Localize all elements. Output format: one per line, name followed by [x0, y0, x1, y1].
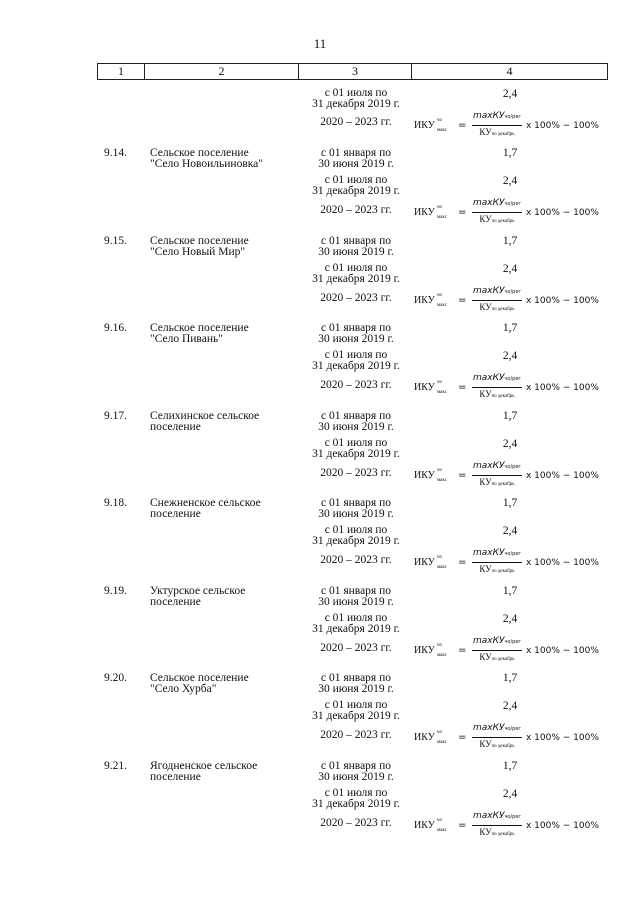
period-jul-line: с 01 июля по	[324, 174, 388, 186]
formula-denominator: КУчо декабрь	[479, 127, 515, 137]
formula	[414, 111, 614, 143]
period-2020: 2020 – 2023 гг.	[320, 729, 392, 741]
formula-lhs: ИКУ чо макс	[414, 468, 447, 483]
formula-numerator: maxКУчо/рег	[472, 373, 522, 383]
formula-numerator: maxКУчо/рег	[472, 198, 522, 208]
period-2020: 2020 – 2023 гг.	[320, 817, 392, 829]
period-2020: 2020 – 2023 гг.	[320, 116, 392, 128]
formula	[414, 723, 614, 755]
period-jul-line: с 01 июля по	[324, 612, 388, 624]
section-name-line: поселение	[150, 508, 201, 520]
period-jul-line: с 01 июля по	[324, 699, 388, 711]
formula-fraction-bar	[472, 475, 522, 476]
period-jul-line: 31 декабря 2019 г.	[312, 448, 400, 460]
formula-denominator-index: чо декабрь	[491, 832, 515, 837]
formula-eq: =	[458, 820, 467, 831]
formula-lhs-sub: макс	[437, 390, 447, 395]
period-jan	[300, 673, 412, 695]
section-name	[150, 323, 295, 345]
section-name-line: "Село Новый Мир"	[150, 246, 246, 258]
page-number: 11	[313, 36, 327, 51]
formula-numerator-index: чо/рег	[504, 726, 522, 732]
section-name-line: Сельское поселение	[150, 322, 249, 334]
formula-rest: х 100% − 100%	[526, 558, 599, 568]
section-name	[150, 761, 295, 783]
period-jul	[300, 263, 412, 285]
formula-denominator: КУчо декабрь	[479, 302, 515, 312]
period-jul-line: 31 декабря 2019 г.	[312, 98, 400, 110]
period-jan-line: с 01 января по	[321, 235, 391, 247]
period-jul	[300, 525, 412, 547]
formula-denominator: КУчо декабрь	[479, 739, 515, 749]
formula-fraction	[470, 286, 524, 318]
formula-numerator: maxКУчо/рег	[472, 461, 522, 471]
value-jul: 2,4	[502, 788, 518, 800]
formula-fraction-bar	[472, 212, 522, 213]
period-jul	[300, 350, 412, 372]
period-jul-line: с 01 июля по	[324, 787, 388, 799]
period-jul	[300, 700, 412, 722]
section-name-line: Уктурское сельское	[150, 585, 246, 597]
formula-eq: =	[458, 470, 467, 481]
section-name-line: Снежненское сельское	[150, 497, 261, 509]
section-number: 9.16.	[104, 322, 127, 334]
formula-lhs-sub: макс	[437, 478, 447, 483]
value-jan: 1,7	[502, 410, 518, 422]
formula-lhs: ИКУ чо макс	[414, 380, 447, 395]
section-name-line: Сельское поселение	[150, 147, 249, 159]
period-jul-line: с 01 июля по	[324, 437, 388, 449]
period-jul-line: 31 декабря 2019 г.	[312, 798, 400, 810]
formula-lhs: ИКУ чо макс	[414, 555, 447, 570]
formula-rest: х 100% − 100%	[526, 208, 599, 218]
value-jan: 1,7	[502, 760, 518, 772]
section-number: 9.20.	[104, 672, 127, 684]
period-jul	[300, 613, 412, 635]
formula-lhs-sup: чо	[437, 555, 443, 560]
section-number: 9.19.	[104, 585, 127, 597]
formula-denominator-index: чо декабрь	[491, 482, 515, 487]
value-jul: 2,4	[502, 525, 518, 537]
formula-lhs-sup: чо	[437, 380, 443, 385]
period-2020: 2020 – 2023 гг.	[320, 554, 392, 566]
period-jul	[300, 175, 412, 197]
value-jan: 1,7	[502, 672, 518, 684]
section-name	[150, 411, 295, 433]
formula-eq: =	[458, 207, 467, 218]
formula-denominator: КУчо декабрь	[479, 214, 515, 224]
formula-eq: =	[458, 295, 467, 306]
formula-lhs-sup: чо	[437, 643, 443, 648]
formula-lhs-sub: макс	[437, 565, 447, 570]
formula-eq: =	[458, 382, 467, 393]
section-number: 9.18.	[104, 497, 127, 509]
formula	[414, 286, 614, 318]
value-jul: 2,4	[502, 88, 518, 100]
header-col-2: 2	[145, 64, 299, 79]
header-col-4: 4	[506, 64, 513, 78]
period-jan-line: с 01 января по	[321, 760, 391, 772]
period-jan-line: 30 июня 2019 г.	[318, 596, 394, 608]
section-name	[150, 586, 295, 608]
period-jan-line: с 01 января по	[321, 147, 391, 159]
period-jul	[300, 438, 412, 460]
period-jan-line: 30 июня 2019 г.	[318, 771, 394, 783]
period-jul-line: 31 декабря 2019 г.	[312, 710, 400, 722]
header-col-1: 1	[98, 64, 145, 79]
section-name-line: Сельское поселение	[150, 672, 249, 684]
period-jan-line: 30 июня 2019 г.	[318, 333, 394, 345]
formula-numerator: maxКУчо/рег	[472, 111, 522, 121]
section-name-line: Ягодненское сельское	[150, 760, 258, 772]
formula-lhs-sup: чо	[437, 730, 443, 735]
formula-lhs-sub: макс	[437, 303, 447, 308]
period-jan	[300, 236, 412, 258]
section-number: 9.14.	[104, 147, 127, 159]
formula-numerator-index: чо/рег	[504, 639, 522, 645]
section-name	[150, 148, 295, 170]
formula	[414, 636, 614, 668]
formula-lhs-sup: чо	[437, 205, 443, 210]
formula-denominator: КУчо декабрь	[479, 477, 515, 487]
formula-fraction-bar	[472, 737, 522, 738]
formula-fraction	[470, 461, 524, 493]
formula-lhs-sub: макс	[437, 215, 447, 220]
value-jul: 2,4	[502, 350, 518, 362]
formula-rest: х 100% − 100%	[526, 121, 599, 131]
period-2020: 2020 – 2023 гг.	[320, 379, 392, 391]
formula-denominator: КУчо декабрь	[479, 389, 515, 399]
period-jan	[300, 323, 412, 345]
formula-lhs: ИКУ чо макс	[414, 205, 447, 220]
value-jan: 1,7	[502, 497, 518, 509]
period-jul-line: 31 декабря 2019 г.	[312, 623, 400, 635]
period-jan-line: 30 июня 2019 г.	[318, 683, 394, 695]
section-name-line: "Село Пивань"	[150, 333, 223, 345]
period-jul-line: с 01 июля по	[324, 262, 388, 274]
formula-lhs: ИКУ чо макс	[414, 730, 447, 745]
formula-rest: х 100% − 100%	[526, 296, 599, 306]
formula-numerator-index: чо/рег	[504, 814, 522, 820]
section-number: 9.17.	[104, 410, 127, 422]
formula-fraction-bar	[472, 650, 522, 651]
formula-denominator: КУчо декабрь	[479, 564, 515, 574]
formula-fraction	[470, 548, 524, 580]
formula-numerator: maxКУчо/рег	[472, 811, 522, 821]
formula-rest: х 100% − 100%	[526, 646, 599, 656]
formula-fraction	[470, 198, 524, 230]
formula-eq: =	[458, 120, 467, 131]
period-jul-line: 31 декабря 2019 г.	[312, 273, 400, 285]
period-jan	[300, 498, 412, 520]
period-jan-line: 30 июня 2019 г.	[318, 158, 394, 170]
period-jul-line: 31 декабря 2019 г.	[312, 185, 400, 197]
formula	[414, 811, 614, 843]
formula-denominator-index: чо декабрь	[491, 657, 515, 662]
formula	[414, 548, 614, 580]
formula-lhs: ИКУ чо макс	[414, 293, 447, 308]
section-name	[150, 236, 295, 258]
formula-fraction	[470, 811, 524, 843]
period-jul-line: с 01 июля по	[324, 524, 388, 536]
formula-denominator-index: чо декабрь	[491, 219, 515, 224]
period-jan	[300, 148, 412, 170]
section-name-line: Сельское поселение	[150, 235, 249, 247]
formula-numerator-index: чо/рег	[504, 201, 522, 207]
formula-lhs-sub: макс	[437, 128, 447, 133]
formula-denominator-index: чо декабрь	[491, 569, 515, 574]
period-jan-line: 30 июня 2019 г.	[318, 508, 394, 520]
formula-fraction-bar	[472, 562, 522, 563]
formula-lhs-sup: чо	[437, 818, 443, 823]
section-name-line: "Село Хурба"	[150, 683, 217, 695]
period-jul-line: 31 декабря 2019 г.	[312, 535, 400, 547]
formula-lhs-sub: макс	[437, 653, 447, 658]
formula-fraction	[470, 636, 524, 668]
formula-fraction	[470, 111, 524, 143]
formula-numerator-index: чо/рег	[504, 464, 522, 470]
section-name	[150, 673, 295, 695]
section-number: 9.15.	[104, 235, 127, 247]
formula	[414, 373, 614, 405]
formula-eq: =	[458, 645, 467, 656]
formula-rest: х 100% − 100%	[526, 383, 599, 393]
formula-fraction-bar	[472, 300, 522, 301]
period-jan-line: 30 июня 2019 г.	[318, 421, 394, 433]
formula-denominator-index: чо декабрь	[491, 394, 515, 399]
formula-numerator-index: чо/рег	[504, 289, 522, 295]
period-jan	[300, 411, 412, 433]
formula-numerator: maxКУчо/рег	[472, 548, 522, 558]
value-jul: 2,4	[502, 700, 518, 712]
value-jul: 2,4	[502, 613, 518, 625]
value-jul: 2,4	[502, 263, 518, 275]
formula-lhs-sub: макс	[437, 740, 447, 745]
formula-numerator: maxКУчо/рег	[472, 723, 522, 733]
table-header	[97, 63, 608, 80]
formula-lhs-sup: чо	[437, 468, 443, 473]
section-name-line: поселение	[150, 596, 201, 608]
formula-lhs: ИКУ чо макс	[414, 818, 447, 833]
formula-denominator: КУчо декабрь	[479, 827, 515, 837]
section-name-line: поселение	[150, 421, 201, 433]
period-jan-line: 30 июня 2019 г.	[318, 246, 394, 258]
formula-lhs: ИКУ чо макс	[414, 643, 447, 658]
formula-rest: х 100% − 100%	[526, 471, 599, 481]
formula	[414, 461, 614, 493]
section-number: 9.21.	[104, 760, 127, 772]
value-jan: 1,7	[502, 235, 518, 247]
formula-lhs-sup: чо	[437, 118, 443, 123]
period-jan-line: с 01 января по	[321, 585, 391, 597]
formula-fraction	[470, 373, 524, 405]
formula	[414, 198, 614, 230]
section-name-line: Селихинское сельское	[150, 410, 260, 422]
formula-numerator-index: чо/рег	[504, 376, 522, 382]
period-jan-line: с 01 января по	[321, 410, 391, 422]
period-2020: 2020 – 2023 гг.	[320, 467, 392, 479]
value-jan: 1,7	[502, 147, 518, 159]
formula-lhs-sup: чо	[437, 293, 443, 298]
formula-fraction-bar	[472, 125, 522, 126]
formula-numerator: maxКУчо/рег	[472, 286, 522, 296]
formula-numerator-index: чо/рег	[504, 551, 522, 557]
period-jan	[300, 586, 412, 608]
formula-lhs: ИКУ чо макс	[414, 118, 447, 133]
formula-denominator-index: чо декабрь	[491, 132, 515, 137]
period-2020: 2020 – 2023 гг.	[320, 292, 392, 304]
period-jul-line: 31 декабря 2019 г.	[312, 360, 400, 372]
period-jul	[300, 788, 412, 810]
value-jul: 2,4	[502, 438, 518, 450]
period-jul-line: с 01 июля по	[324, 349, 388, 361]
formula-numerator: maxКУчо/рег	[472, 636, 522, 646]
formula-rest: х 100% − 100%	[526, 733, 599, 743]
formula-denominator: КУчо декабрь	[479, 652, 515, 662]
formula-denominator-index: чо декабрь	[491, 744, 515, 749]
section-name-line: поселение	[150, 771, 201, 783]
period-jan-line: с 01 января по	[321, 322, 391, 334]
period-jan	[300, 761, 412, 783]
value-jan: 1,7	[502, 585, 518, 597]
header-col-3: 3	[299, 64, 412, 79]
value-jan: 1,7	[502, 322, 518, 334]
period-2020: 2020 – 2023 гг.	[320, 204, 392, 216]
period-jul	[300, 88, 412, 110]
period-jan-line: с 01 января по	[321, 497, 391, 509]
formula-fraction-bar	[472, 825, 522, 826]
formula-numerator-index: чо/рег	[504, 114, 522, 120]
section-name	[150, 498, 295, 520]
formula-eq: =	[458, 557, 467, 568]
formula-lhs-sub: макс	[437, 828, 447, 833]
value-jul: 2,4	[502, 175, 518, 187]
formula-fraction-bar	[472, 387, 522, 388]
period-2020: 2020 – 2023 гг.	[320, 642, 392, 654]
formula-rest: х 100% − 100%	[526, 821, 599, 831]
period-jan-line: с 01 января по	[321, 672, 391, 684]
period-jul-line: с 01 июля по	[324, 87, 388, 99]
formula-eq: =	[458, 732, 467, 743]
formula-fraction	[470, 723, 524, 755]
section-name-line: "Село Новоильиновка"	[150, 158, 263, 170]
formula-denominator-index: чо декабрь	[491, 307, 515, 312]
